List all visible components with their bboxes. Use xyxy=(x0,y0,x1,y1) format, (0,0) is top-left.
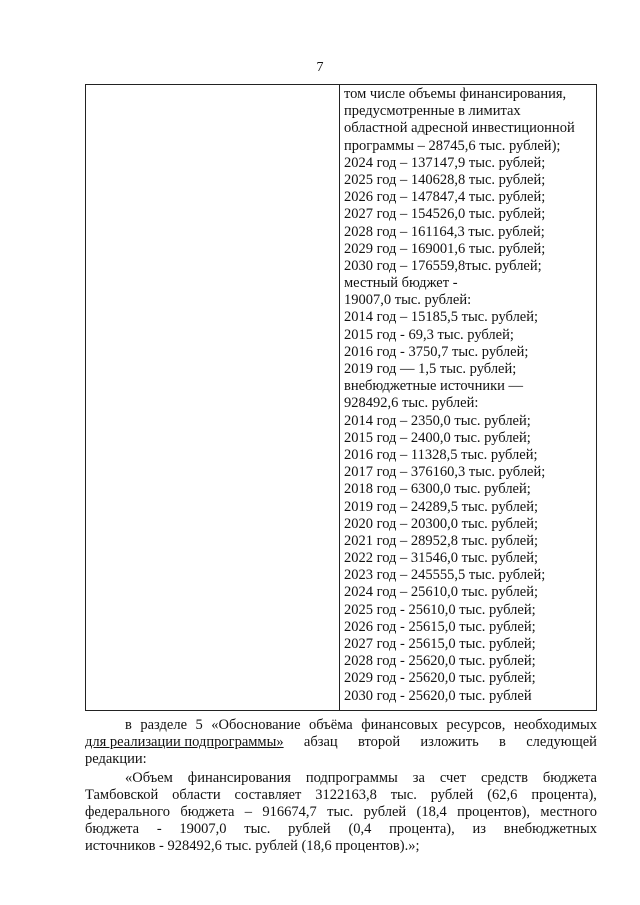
table-cell-line: 2029 год – 169001,6 тыс. рублей; xyxy=(344,240,546,257)
word: подпрограммы xyxy=(305,770,398,786)
table-cell-line: 2015 год - 69,3 тыс. рублей; xyxy=(344,326,514,343)
word: федерального xyxy=(85,804,170,820)
word: области xyxy=(172,787,221,803)
word: объёма xyxy=(309,717,353,733)
table-cell-line: 2030 год – 176559,8тыс. рублей; xyxy=(344,257,542,274)
word: абзац xyxy=(303,734,338,750)
word: рублей xyxy=(430,787,474,803)
table-cell-line: 2016 год – 11328,5 тыс. рублей; xyxy=(344,446,538,463)
table-cell-line: 2014 год – 2350,0 тыс. рублей; xyxy=(344,412,531,429)
word: процента), xyxy=(389,821,455,837)
table-cell-line: 2023 год – 245555,5 тыс. рублей; xyxy=(344,567,546,584)
table-cell-line: предусмотренные в лимитах xyxy=(344,103,521,120)
table-cell-line: 2014 год – 15185,5 тыс. рублей; xyxy=(344,309,539,326)
table-cell-line: 2021 год – 28952,8 тыс. рублей; xyxy=(344,532,539,549)
word: «Объем xyxy=(125,770,173,786)
paragraph-line xyxy=(85,804,597,821)
word: финансовых xyxy=(361,717,438,733)
table-cell-line: 2028 год - 25620,0 тыс. рублей; xyxy=(344,653,536,670)
table-cell-line: 2025 год - 25610,0 тыс. рублей; xyxy=(344,601,536,618)
word: финансирования xyxy=(187,770,291,786)
table-column-divider xyxy=(339,85,340,710)
word: – xyxy=(244,804,253,820)
table-cell-line: программы – 28745,6 тыс. рублей); xyxy=(344,137,561,154)
financing-table xyxy=(85,84,597,711)
word: бюджета xyxy=(85,821,140,837)
paragraph-line xyxy=(85,787,597,804)
word: средств xyxy=(481,770,528,786)
table-cell-line: 2020 год – 20300,0 тыс. рублей; xyxy=(344,515,539,532)
table-cell-line: 928492,6 тыс. рублей: xyxy=(344,395,479,412)
word: изложить xyxy=(420,734,479,750)
table-cell-line: 2018 год – 6300,0 тыс. рублей; xyxy=(344,481,531,498)
word: тыс. xyxy=(327,804,354,820)
word: в xyxy=(499,734,506,750)
table-cell-financing-text xyxy=(344,86,594,705)
word: 3122163,8 xyxy=(315,787,377,803)
table-cell-line: областной адресной инвестиционной xyxy=(344,120,575,137)
word: из xyxy=(472,821,486,837)
word: (0,4 xyxy=(348,821,372,837)
word: разделе xyxy=(140,717,188,733)
table-cell-line: местный бюджет - xyxy=(344,275,458,292)
table-cell-line: 2022 год – 31546,0 тыс. рублей; xyxy=(344,550,539,567)
word: за xyxy=(412,770,425,786)
word: в xyxy=(125,717,132,733)
word: Тамбовской xyxy=(85,787,159,803)
table-cell-line: 2016 год - 3750,7 тыс. рублей; xyxy=(344,343,529,360)
paragraph-section5-amendment xyxy=(85,717,597,768)
word: бюджета xyxy=(542,770,597,786)
page-number: 7 xyxy=(316,60,324,75)
table-cell-line: 2015 год – 2400,0 тыс. рублей; xyxy=(344,429,531,446)
paragraph-line xyxy=(85,717,597,734)
word: ресурсов, xyxy=(446,717,506,733)
table-cell-line: 2027 год - 25615,0 тыс. рублей; xyxy=(344,636,536,652)
word: тыс. xyxy=(244,821,271,837)
table-cell-line: 2027 год – 154526,0 тыс. рублей; xyxy=(344,206,546,223)
word: следующей xyxy=(526,734,597,750)
table-cell-line: внебюджетные источники — xyxy=(344,378,524,395)
word: (62,6 xyxy=(487,787,518,803)
paragraph-line xyxy=(85,838,597,855)
paragraph-text: источников - 928492,6 тыс. рублей (18,6 процентов).»; xyxy=(85,838,420,854)
table-cell-line: 2024 год – 25610,0 тыс. рублей; xyxy=(344,584,539,601)
paragraph-text: редакции: xyxy=(85,751,147,767)
table-cell-line: 2025 год – 140628,8 тыс. рублей; xyxy=(344,171,546,188)
table-cell-line: 2030 год - 25620,0 тыс. рублей xyxy=(344,687,532,704)
table-cell-line: 2017 год – 376160,3 тыс. рублей; xyxy=(344,464,546,481)
table-cell-line: 2028 год – 161164,3 тыс. рублей; xyxy=(344,223,545,240)
word: внебюджетных xyxy=(503,821,597,837)
paragraph-line xyxy=(85,770,597,787)
word: рублей xyxy=(288,821,331,837)
word: необходимых xyxy=(513,717,597,733)
word: 5 xyxy=(195,717,203,733)
table-cell-line: 2019 год – 24289,5 тыс. рублей; xyxy=(344,498,539,515)
word: тыс. xyxy=(390,787,417,803)
word: - xyxy=(156,821,162,837)
table-cell-line: 19007,0 тыс. рублей: xyxy=(344,292,472,309)
table-cell-line: 2026 год - 25615,0 тыс. рублей; xyxy=(344,618,536,635)
word: бюджета xyxy=(180,804,235,820)
paragraph-line xyxy=(85,751,597,768)
table-cell-line: 2029 год - 25620,0 тыс. рублей; xyxy=(344,670,536,687)
paragraph-line xyxy=(85,821,597,838)
word: 916674,7 xyxy=(262,804,317,820)
paragraph-financing-volume xyxy=(85,770,597,855)
table-cell-line: том числе объемы финансирования, xyxy=(344,86,567,102)
table-cell-line: 2026 год – 147847,4 тыс. рублей; xyxy=(344,189,546,206)
table-cell-line: 2024 год – 137147,9 тыс. рублей; xyxy=(344,154,546,171)
word: местного xyxy=(540,804,597,820)
word: (18,4 xyxy=(416,804,447,820)
word: рублей xyxy=(363,804,407,820)
word: процентов), xyxy=(457,804,531,820)
paragraph-line xyxy=(85,734,597,751)
word: 19007,0 xyxy=(179,821,227,837)
word: составляет xyxy=(234,787,302,803)
word: счет xyxy=(439,770,467,786)
word: процента), xyxy=(531,787,597,803)
word: второй xyxy=(357,734,401,750)
underlined-text: для реализации подпрограммы» xyxy=(85,734,284,750)
table-cell-line: 2019 год — 1,5 тыс. рублей; xyxy=(344,361,517,377)
word: «Обоснование xyxy=(211,717,301,733)
